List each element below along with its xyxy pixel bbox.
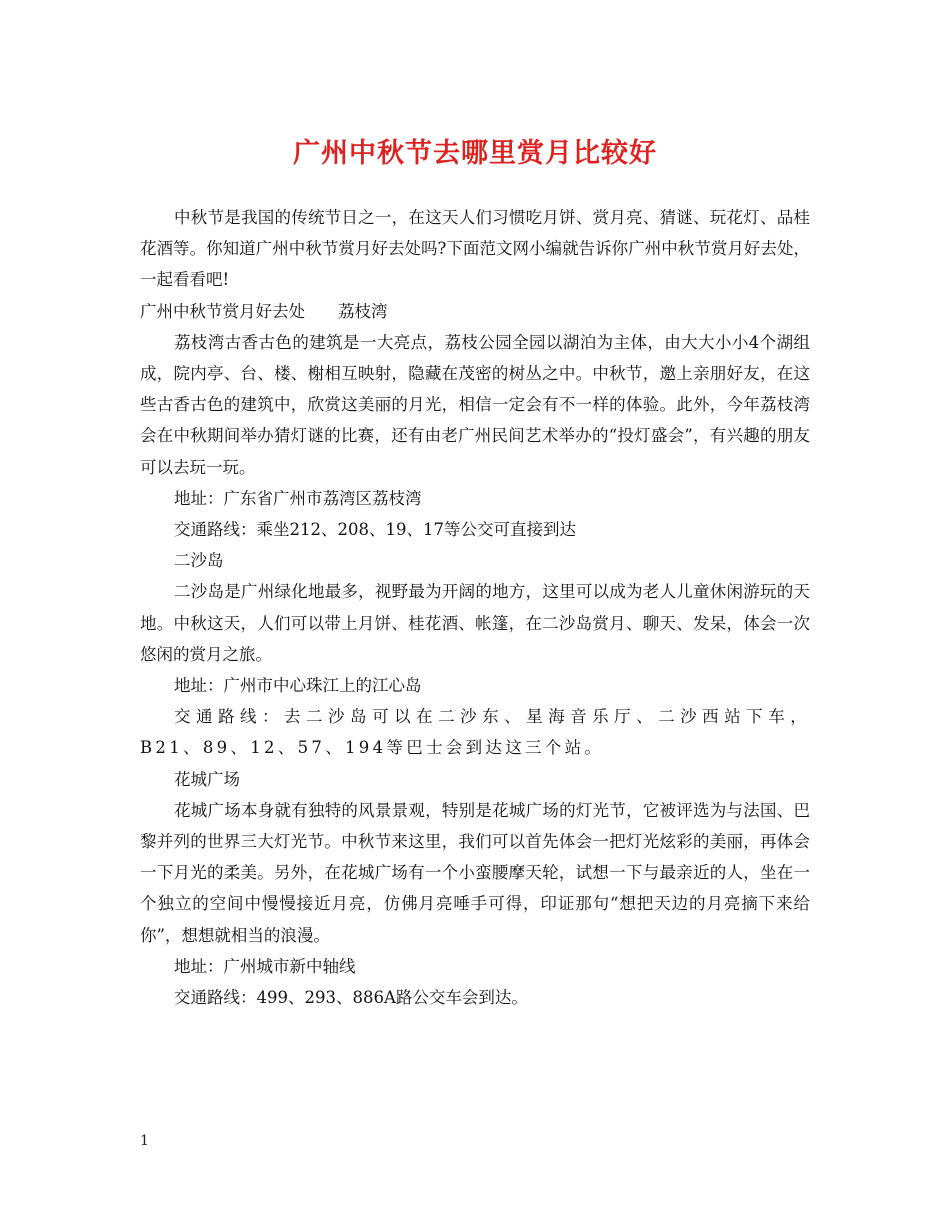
ershadao-transport: 交通路线：去二沙岛可以在二沙东、星海音乐厅、二沙西站下车，B21、89、12、57、194等巴士会到达这三个站。	[140, 707, 810, 758]
huacheng-transport: 交通路线：499、293、886A路公交车会到达。	[174, 988, 528, 1008]
ershadao-paragraph: 二沙岛是广州绿化地最多，视野最为开阔的地方，这里可以成为老人儿童休闲游玩的天地。中秋这天，人们可以带上月饼、桂花酒、帐篷，在二沙岛赏月、聊天、发呆，体会一次悠闲的赏月之旅。	[140, 582, 810, 664]
lizhiwan-transport: 交通路线：乘坐212、208、19、17等公交可直接到达	[174, 520, 576, 540]
section-heading-huacheng: 花城广场	[174, 769, 240, 789]
section-heading-lizhiwan: 广州中秋节赏月好去处 荔枝湾	[140, 301, 388, 321]
section-heading-ershadao: 二沙岛	[174, 551, 224, 571]
page-number: 1	[140, 1133, 149, 1149]
huacheng-address: 地址：广州城市新中轴线	[174, 956, 356, 976]
ershadao-address: 地址：广州市中心珠江上的江心岛	[174, 676, 422, 696]
lizhiwan-paragraph: 荔枝湾古香古色的建筑是一大亮点，荔枝公园全园以湖泊为主体，由大大小小4个湖组成，院内亭、台、楼、榭相互映射，隐藏在茂密的树丛之中。中秋节，邀上亲朋好友，在这些古香古色的建筑中，欣赏这美丽的月光，相信一定会有不一样的体验。此外，今年荔枝湾会在中秋期间举办猜灯谜的比赛，还有由老广州民间艺术举办的“投灯盛会”，有兴趣的朋友可以去玩一玩。	[140, 332, 810, 477]
huacheng-paragraph: 花城广场本身就有独特的风景景观，特别是花城广场的灯光节，它被评选为与法国、巴黎并列的世界三大灯光节。中秋节来这里，我们可以首先体会一把灯光炫彩的美丽，再体会一下月光的柔美。另外，在花城广场有一个小蛮腰摩天轮，试想一下与最亲近的人，坐在一个独立的空间中慢慢接近月亮，仿佛月亮唾手可得，印证那句“想把天边的月亮摘下来给你”，想想就相当的浪漫。	[140, 800, 810, 945]
lizhiwan-address: 地址：广东省广州市荔湾区荔枝湾	[174, 488, 422, 508]
intro-paragraph: 中秋节是我国的传统节日之一，在这天人们习惯吃月饼、赏月亮、猜谜、玩花灯、品桂花酒等。你知道广州中秋节赏月好去处吗?下面范文网小编就告诉你广州中秋节赏月好去处，一起看看吧!	[140, 208, 810, 290]
page-title: 广州中秋节去哪里赏月比较好	[293, 138, 657, 169]
article-body	[140, 202, 810, 1013]
